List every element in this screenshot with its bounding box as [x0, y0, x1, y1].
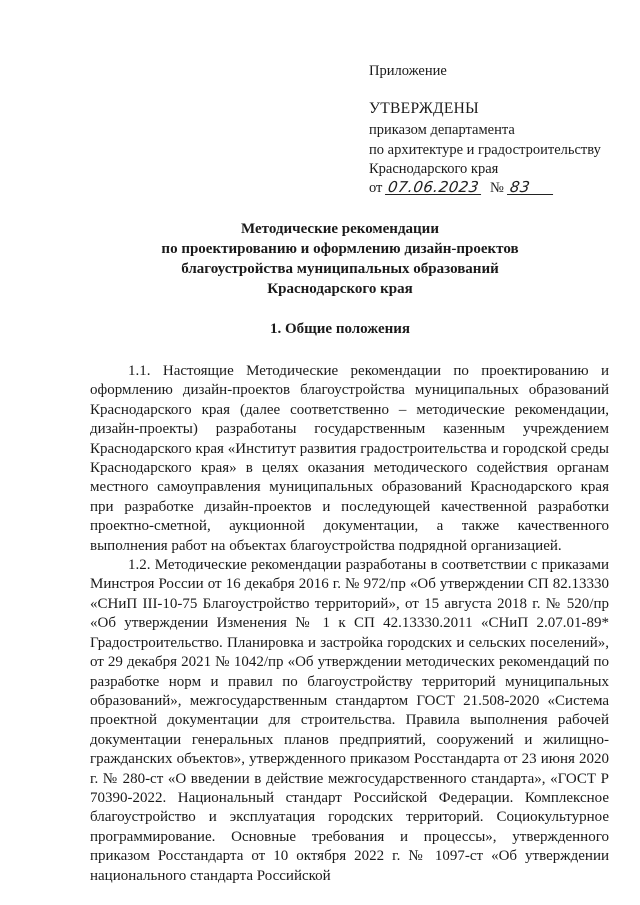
title-line: по проектированию и оформлению дизайн-проектов [161, 241, 519, 257]
handwritten-order-number: 83 [507, 180, 555, 195]
handwritten-order-date: 07.06.2023 [385, 180, 483, 195]
approval-line: по архитектуре и градостроительству [369, 141, 601, 158]
approval-line: Краснодарского края [369, 160, 499, 177]
document-body [90, 362, 609, 886]
appendix-label: Приложение [369, 63, 447, 79]
paragraph-1-2: 1.2. Методические рекомендации разработаны в соответствии с приказами Минстроя России от 16 декабря 2016 г. № 972/пр «Об утверждении СП 82.13330 «СНиП III-10-75 Благоустройство территорий», от 15 августа 2018 г. № 520/пр «Об утверждении Изменения № 1 к СП 42.13330.2011 «СНиП 2.07.01-89* Градостроительство. Планировка и застройка городских и сельских поселений», от 29 декабря 2021 № 1042/пр «Об утверждении методических рекомендаций по разработке норм и правил по благоустройству территорий муниципальных образований», межгосударственным стандартом ГОСТ 21.508-2020 «Система проектной документации для строительства. Правила выполнения рабочей документации генеральных планов предприятий, сооружений и жилищно-гражданских объектов», утвержденного приказом Росстандарта от 23 июня 2020 г. № 280-ст «О введении в действие межгосударственного стандарта», «ГОСТ Р 70390-2022. Национальный стандарт Российской Федерации. Комплексное благоустройство и эксплуатация городских территорий. Социокультурное программирование. Основные требования и процессы», утвержденного приказом Росстандарта от 10 октября 2022 г. № 1097-ст «Об утверждении национального стандарта Российской [90, 557, 609, 884]
order-reference [369, 179, 629, 198]
paragraph-1-1: 1.1. Настоящие Методические рекомендации по проектированию и оформлению дизайн-проектов благоустройства муниципальных образований Краснодарского края (далее соответственно – методические рекомендации, дизайн-проекты) разработаны государственным казенным учреждением Краснодарского края «Институт развития градостроительства и городской среды Краснодарского края» в целях оказания методического содействия органам местного самоуправления муниципальных образований Краснодарского края при разработке дизайн-проектов и последующей качественной разработки проектно-сметной, аукционной документации, а также качественного выполнения работ на объектах благоустройства подрядной организацией. [90, 363, 609, 554]
approval-block [369, 62, 629, 198]
title-line: Методические рекомендации [241, 221, 439, 237]
number-sign: № [490, 180, 504, 197]
document-title [80, 219, 600, 299]
approval-line: приказом департамента [369, 122, 515, 139]
section-heading: 1. Общие положения [269, 321, 411, 337]
title-line: благоустройства муниципальных образований [181, 261, 499, 277]
approved-heading: УТВЕРЖДЕНЫ [369, 100, 479, 118]
title-line: Краснодарского края [267, 281, 413, 297]
order-prefix: от [369, 180, 383, 197]
